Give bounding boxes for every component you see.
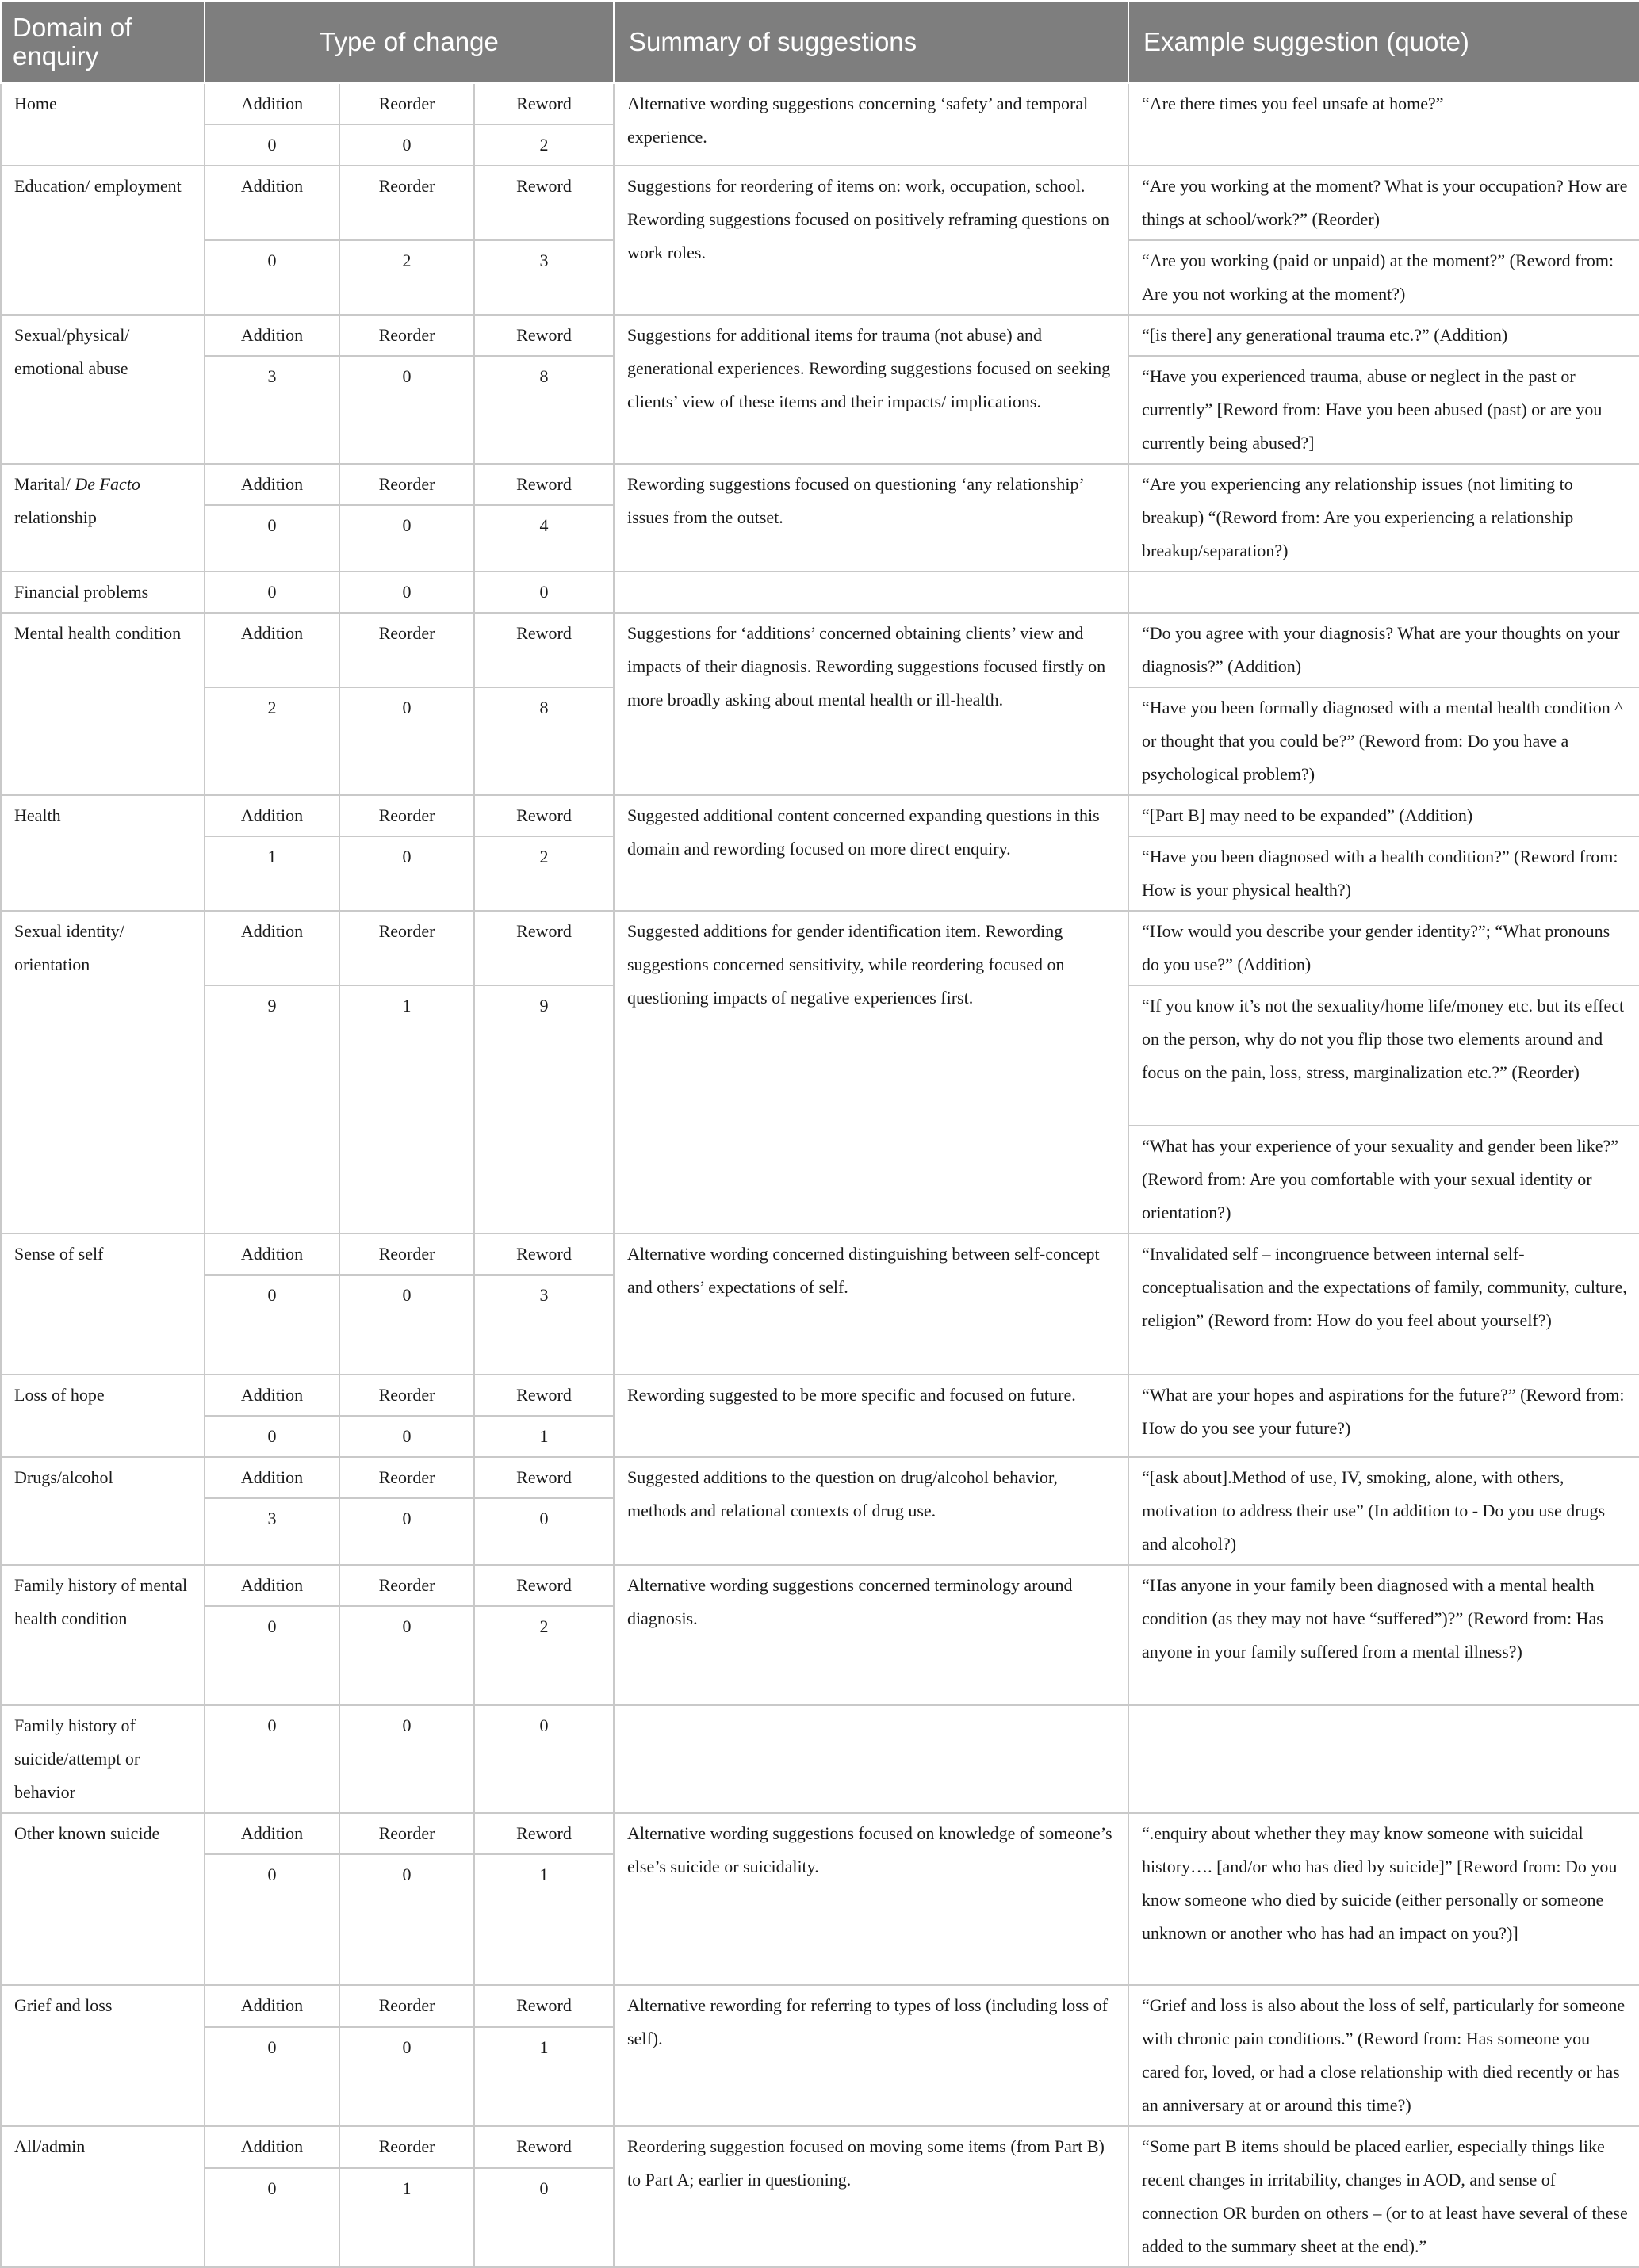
reword-count: 1 (474, 2027, 614, 2126)
example-cell: “Some part B items should be placed earlier, especially things like recent changes in irritability, changes in AOD, and sense of connection OR burden on others – (or to at least have several of these added to the summary sheet at the end).” (1128, 2126, 1639, 2267)
example-cell: “Are you experiencing any relationship issues (not limiting to breakup) “(Reword from: Are you experiencing a relationship breakup/separation?) (1128, 464, 1639, 572)
reorder-label: Reorder (339, 315, 474, 356)
addition-label: Addition (205, 911, 339, 985)
example-cell: “What has your experience of your sexuality and gender been like?” (Reword from: Are you comfortable with your sexual identity or orientation?) (1128, 1126, 1639, 1233)
summary-cell (614, 1705, 1128, 1813)
reword-label: Reword (474, 1565, 614, 1606)
domain-cell: Other known suicide (1, 1813, 205, 1985)
reorder-label: Reorder (339, 1985, 474, 2027)
addition-count: 0 (205, 124, 339, 166)
reorder-label: Reorder (339, 1233, 474, 1275)
reorder-count: 0 (339, 2027, 474, 2126)
reorder-count: 1 (339, 2168, 474, 2267)
reword-label: Reword (474, 795, 614, 836)
domain-cell (1, 464, 205, 572)
domain-text: Marital/ (14, 474, 75, 494)
header-summary: Summary of suggestions (614, 1, 1128, 83)
reorder-label: Reorder (339, 166, 474, 240)
addition-label: Addition (205, 315, 339, 356)
example-cell: “[ask about].Method of use, IV, smoking, alone, with others, motivation to address their use” (In addition to - Do you use drugs and alcohol?) (1128, 1457, 1639, 1565)
domain-cell: Sexual identity/ orientation (1, 911, 205, 1233)
summary-cell: Alternative wording suggestions focused on knowledge of someone’s else’s suicide or suicidality. (614, 1813, 1128, 1985)
reword-count: 4 (474, 505, 614, 572)
example-cell: “Grief and loss is also about the loss of self, particularly for someone with chronic pain conditions.” (Reword from: Has someone you cared for, loved, or had a close relationship with died recently or has an anniversary at or around this time?) (1128, 1985, 1639, 2126)
example-cell: “Are you working at the moment? What is your occupation? How are things at school/work?” (Reorder) (1128, 166, 1639, 240)
example-cell: “Are you working (paid or unpaid) at the moment?” (Reword from: Are you not working at the moment?) (1128, 240, 1639, 315)
reorder-count: 0 (339, 1705, 474, 1813)
example-cell: “Have you been formally diagnosed with a mental health condition ^ or thought that you could be?” (Reword from: Do you have a psychological problem?) (1128, 687, 1639, 795)
addition-label: Addition (205, 1375, 339, 1416)
reorder-count: 0 (339, 1416, 474, 1457)
reorder-count: 0 (339, 687, 474, 795)
reorder-count: 0 (339, 1606, 474, 1705)
addition-count: 2 (205, 687, 339, 795)
addition-count: 0 (205, 1275, 339, 1375)
summary-cell: Suggested additions for gender identification item. Rewording suggestions concerned sensitivity, while reordering focused on questioning impacts of negative experiences first. (614, 911, 1128, 1233)
reorder-count: 0 (339, 505, 474, 572)
summary-cell: Suggested additional content concerned expanding questions in this domain and rewording focused on more direct enquiry. (614, 795, 1128, 911)
addition-count: 0 (205, 505, 339, 572)
summary-cell (614, 572, 1128, 613)
domain-text-italic: De Facto (75, 474, 140, 494)
addition-label: Addition (205, 83, 339, 124)
reword-count: 3 (474, 1275, 614, 1375)
addition-count: 0 (205, 2168, 339, 2267)
reword-count: 0 (474, 1705, 614, 1813)
addition-count: 0 (205, 1705, 339, 1813)
summary-cell: Suggestions for reordering of items on: work, occupation, school. Rewording suggestions focused on positively reframing questions on work roles. (614, 166, 1128, 315)
addition-count: 0 (205, 1606, 339, 1705)
reorder-label: Reorder (339, 1813, 474, 1854)
header-domain: Domain of enquiry (1, 1, 205, 83)
reword-label: Reword (474, 1233, 614, 1275)
reword-count: 8 (474, 687, 614, 795)
reword-label: Reword (474, 1985, 614, 2027)
reword-label: Reword (474, 1375, 614, 1416)
example-cell: “.enquiry about whether they may know someone with suicidal history…. [and/or who has died by suicide]” [Reword from: Do you know someone who died by suicide (either personally or someone unknown or another who has had an impact on you?)] (1128, 1813, 1639, 1985)
reorder-label: Reorder (339, 2126, 474, 2168)
example-cell: “How would you describe your gender identity?”; “What pronouns do you use?” (Addition) (1128, 911, 1639, 985)
reorder-label: Reorder (339, 83, 474, 124)
addition-count: 3 (205, 356, 339, 464)
domain-cell: Health (1, 795, 205, 911)
reorder-count: 0 (339, 1854, 474, 1985)
addition-label: Addition (205, 1233, 339, 1275)
addition-count: 9 (205, 985, 339, 1233)
addition-label: Addition (205, 166, 339, 240)
reorder-count: 0 (339, 1498, 474, 1565)
addition-label: Addition (205, 1565, 339, 1606)
summary-cell: Alternative rewording for referring to types of loss (including loss of self). (614, 1985, 1128, 2126)
addition-count: 0 (205, 240, 339, 315)
addition-count: 0 (205, 1416, 339, 1457)
reword-count: 1 (474, 1416, 614, 1457)
reorder-count: 0 (339, 356, 474, 464)
reorder-count: 0 (339, 572, 474, 613)
domain-cell: Sense of self (1, 1233, 205, 1375)
reorder-label: Reorder (339, 1375, 474, 1416)
reword-count: 0 (474, 572, 614, 613)
addition-count: 1 (205, 836, 339, 911)
reorder-count: 1 (339, 985, 474, 1233)
addition-label: Addition (205, 1813, 339, 1854)
example-cell: “Do you agree with your diagnosis? What are your thoughts on your diagnosis?” (Addition) (1128, 613, 1639, 687)
domain-cell: Loss of hope (1, 1375, 205, 1457)
reword-label: Reword (474, 1813, 614, 1854)
reorder-label: Reorder (339, 911, 474, 985)
reword-count: 0 (474, 2168, 614, 2267)
addition-label: Addition (205, 613, 339, 687)
example-cell (1128, 1705, 1639, 1813)
example-cell: “Are there times you feel unsafe at home?” (1128, 83, 1639, 166)
reword-count: 8 (474, 356, 614, 464)
reword-label: Reword (474, 166, 614, 240)
example-cell: “What are your hopes and aspirations for the future?” (Reword from: How do you see your future?) (1128, 1375, 1639, 1457)
reword-count: 9 (474, 985, 614, 1233)
addition-count: 3 (205, 1498, 339, 1565)
reorder-label: Reorder (339, 795, 474, 836)
summary-cell: Suggestions for additional items for trauma (not abuse) and generational experiences. Rewording suggestions focused on seeking clients’ view of these items and their impacts/ implications. (614, 315, 1128, 464)
example-cell: “[Part B] may need to be expanded” (Addition) (1128, 795, 1639, 836)
addition-label: Addition (205, 2126, 339, 2168)
domain-cell: Sexual/physical/ emotional abuse (1, 315, 205, 464)
reword-label: Reword (474, 1457, 614, 1498)
summary-cell: Reordering suggestion focused on moving some items (from Part B) to Part A; earlier in questioning. (614, 2126, 1128, 2267)
domain-cell: Financial problems (1, 572, 205, 613)
reword-count: 2 (474, 124, 614, 166)
domain-cell: Drugs/alcohol (1, 1457, 205, 1565)
reorder-count: 0 (339, 124, 474, 166)
reword-count: 3 (474, 240, 614, 315)
summary-cell: Alternative wording concerned distinguishing between self-concept and others’ expectations of self. (614, 1233, 1128, 1375)
summary-cell: Rewording suggestions focused on questioning ‘any relationship’ issues from the outset. (614, 464, 1128, 572)
reword-label: Reword (474, 83, 614, 124)
reword-count: 1 (474, 1854, 614, 1985)
domain-cell: Family history of suicide/attempt or behavior (1, 1705, 205, 1813)
example-cell: “Has anyone in your family been diagnosed with a mental health condition (as they may not have “suffered”)?” (Reword from: Has anyone in your family suffered from a mental illness?) (1128, 1565, 1639, 1705)
reorder-label: Reorder (339, 464, 474, 505)
example-cell: “[is there] any generational trauma etc.?” (Addition) (1128, 315, 1639, 356)
header-type: Type of change (205, 1, 614, 83)
summary-cell: Rewording suggested to be more specific and focused on future. (614, 1375, 1128, 1457)
example-cell: “Have you experienced trauma, abuse or neglect in the past or currently” [Reword from: Have you been abused (past) or are you currently being abused?] (1128, 356, 1639, 464)
addition-count: 0 (205, 572, 339, 613)
example-cell (1128, 572, 1639, 613)
reorder-count: 0 (339, 836, 474, 911)
reorder-label: Reorder (339, 613, 474, 687)
reword-label: Reword (474, 2126, 614, 2168)
reorder-label: Reorder (339, 1565, 474, 1606)
addition-label: Addition (205, 1457, 339, 1498)
reword-label: Reword (474, 911, 614, 985)
summary-cell: Alternative wording suggestions concerning ‘safety’ and temporal experience. (614, 83, 1128, 166)
example-cell: “Invalidated self – incongruence between internal self-conceptualisation and the expectations of family, community, culture, religion” (Reword from: How do you feel about yourself?) (1128, 1233, 1639, 1375)
domain-cell: All/admin (1, 2126, 205, 2267)
summary-cell: Alternative wording suggestions concerned terminology around diagnosis. (614, 1565, 1128, 1705)
header-example: Example suggestion (quote) (1128, 1, 1639, 83)
summary-cell: Suggestions for ‘additions’ concerned obtaining clients’ view and impacts of their diagnosis. Rewording suggestions focused firstly on more broadly asking about mental health or ill-health. (614, 613, 1128, 795)
domain-cell: Home (1, 83, 205, 166)
addition-label: Addition (205, 464, 339, 505)
reword-count: 2 (474, 836, 614, 911)
addition-count: 0 (205, 1854, 339, 1985)
domain-cell: Grief and loss (1, 1985, 205, 2126)
domain-cell: Mental health condition (1, 613, 205, 795)
reword-count: 0 (474, 1498, 614, 1565)
reword-label: Reword (474, 315, 614, 356)
reorder-count: 2 (339, 240, 474, 315)
reword-label: Reword (474, 613, 614, 687)
reorder-label: Reorder (339, 1457, 474, 1498)
reword-count: 2 (474, 1606, 614, 1705)
summary-cell: Suggested additions to the question on drug/alcohol behavior, methods and relational contexts of drug use. (614, 1457, 1128, 1565)
reorder-count: 0 (339, 1275, 474, 1375)
reword-label: Reword (474, 464, 614, 505)
domain-text: relationship (14, 507, 97, 527)
example-cell: “Have you been diagnosed with a health condition?” (Reword from: How is your physical health?) (1128, 836, 1639, 911)
addition-count: 0 (205, 2027, 339, 2126)
example-cell: “If you know it’s not the sexuality/home life/money etc. but its effect on the person, why do not you flip those two elements around and focus on the pain, loss, stress, marginalization etc.?” (Reorder) (1128, 985, 1639, 1126)
domain-cell: Education/ employment (1, 166, 205, 315)
addition-label: Addition (205, 1985, 339, 2027)
addition-label: Addition (205, 795, 339, 836)
domain-cell: Family history of mental health condition (1, 1565, 205, 1705)
